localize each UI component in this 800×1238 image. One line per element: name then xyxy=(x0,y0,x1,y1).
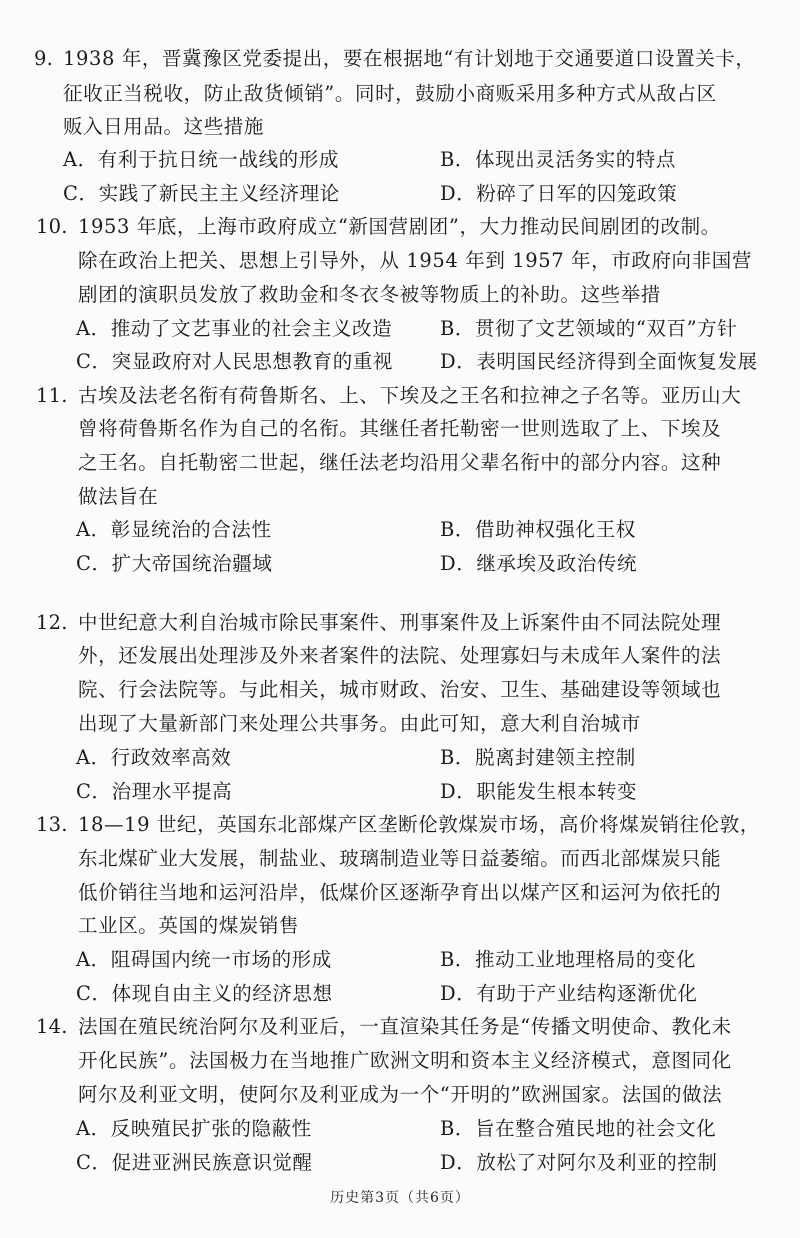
option-a: A．行政效率高效 xyxy=(76,746,232,769)
option-b: B．旨在整合殖民地的社会文化 xyxy=(440,1117,717,1140)
question-text-line: 古埃及法老名衔有荷鲁斯名、上、下埃及之王名和拉神之子名等。亚历山大 xyxy=(78,384,742,407)
option-d: D．粉碎了日军的囚笼政策 xyxy=(440,182,678,205)
option-c: C．促进亚洲民族意识觉醒 xyxy=(76,1151,313,1174)
option-d: D．有助于产业结构逐渐优化 xyxy=(440,982,698,1005)
option-a: A．推动了文艺事业的社会主义改造 xyxy=(76,317,393,340)
question-text-line: 外，还发展出处理涉及外来者案件的法院、处理寡妇与未成年人案件的法 xyxy=(78,644,722,667)
question-number: 11. xyxy=(36,384,68,407)
question-number: 12. xyxy=(36,611,68,634)
option-b: B．贯彻了文艺领域的“双百”方针 xyxy=(440,317,738,340)
option-b: B．借助神权强化王权 xyxy=(440,518,636,541)
question-text-line: 之王名。自托勒密二世起，继任法老均沿用父辈名衔中的部分内容。这种 xyxy=(78,451,722,474)
question-text-line: 1938 年，晋冀豫区党委提出，要在根据地“有计划地于交通要道口设置关卡， xyxy=(63,47,756,70)
option-d: D．放松了对阿尔及利亚的控制 xyxy=(440,1151,718,1174)
question-text-line: 东北煤矿业大发展，制盐业、玻璃制造业等日益萎缩。而西北部煤炭只能 xyxy=(78,847,722,870)
question-text-line: 曾将荷鲁斯名作为自己的名衔。其继任者托勒密一世则选取了上、下埃及 xyxy=(78,417,722,440)
question-text-line: 中世纪意大利自治城市除民事案件、刑事案件及上诉案件由不同法院处理 xyxy=(78,611,722,634)
question-text-line: 18—19 世纪，英国东北部煤产区垄断伦敦煤炭市场，高价将煤炭销往伦敦， xyxy=(78,813,760,836)
option-d: D．表明国民经济得到全面恢复发展 xyxy=(440,350,758,373)
question-text-line: 剧团的演职员发放了救助金和冬衣冬被等物质上的补助。这些举措 xyxy=(78,283,661,306)
question-text-line: 工业区。英国的煤炭销售 xyxy=(78,914,300,937)
option-b: B．体现出灵活务实的特点 xyxy=(440,148,677,171)
option-c: C．实践了新民主主义经济理论 xyxy=(63,182,340,205)
option-c: C．体现自由主义的经济思想 xyxy=(76,982,333,1005)
question-text-line: 院、行会法院等。与此相关，城市财政、治安、卫生、基础建设等领域也 xyxy=(78,678,722,701)
option-a: A．反映殖民扩张的隐蔽性 xyxy=(76,1117,312,1140)
question-text-line: 出现了大量新部门来处理公共事务。由此可知，意大利自治城市 xyxy=(78,712,641,735)
question-number: 9. xyxy=(34,47,54,70)
question-text-line: 除在政治上把关、思想上引导外，从 1954 年到 1957 年，市政府向非国营 xyxy=(78,249,752,272)
question-text-line: 阿尔及利亚文明，使阿尔及利亚成为一个“开明的”欧洲国家。法国的做法 xyxy=(78,1083,723,1106)
option-a: A．彰显统治的合法性 xyxy=(76,518,272,541)
option-c: C．突显政府对人民思想教育的重视 xyxy=(76,350,394,373)
question-text-line: 开化民族”。法国极力在当地推广欧洲文明和资本主义经济模式，意图同化 xyxy=(78,1049,732,1072)
option-c: C．扩大帝国统治疆域 xyxy=(76,552,273,575)
option-b: B．脱离封建领主控制 xyxy=(440,746,636,769)
option-a: A．阻碍国内统一市场的形成 xyxy=(76,948,332,971)
question-text-line: 做法旨在 xyxy=(78,485,159,508)
question-number: 14. xyxy=(36,1015,68,1038)
option-d: D．职能发生根本转变 xyxy=(440,780,638,803)
question-text-line: 1953 年底，上海市政府成立“新国营剧团”，大力推动民间剧团的改制。 xyxy=(78,215,721,238)
question-number: 13. xyxy=(36,813,68,836)
question-text-line: 贩入日用品。这些措施 xyxy=(63,115,265,138)
question-number: 10. xyxy=(36,215,68,238)
option-d: D．继承埃及政治传统 xyxy=(440,552,638,575)
option-b: B．推动工业地理格局的变化 xyxy=(440,948,697,971)
option-c: C．治理水平提高 xyxy=(76,780,233,803)
option-a: A．有利于抗日统一战线的形成 xyxy=(63,148,339,171)
question-text-line: 征收正当税收，防止敌货倾销”。同时，鼓励小商贩采用多种方式从敌占区 xyxy=(63,82,717,105)
page-footer: 历史第3页（共6页） xyxy=(330,1190,470,1206)
question-text-line: 法国在殖民统治阿尔及利亚后，一直渲染其任务是“传播文明使命、教化未 xyxy=(78,1015,732,1038)
question-text-line: 低价销往当地和运河沿岸，低煤价区逐渐孕育出以煤产区和运河为依托的 xyxy=(78,881,722,904)
